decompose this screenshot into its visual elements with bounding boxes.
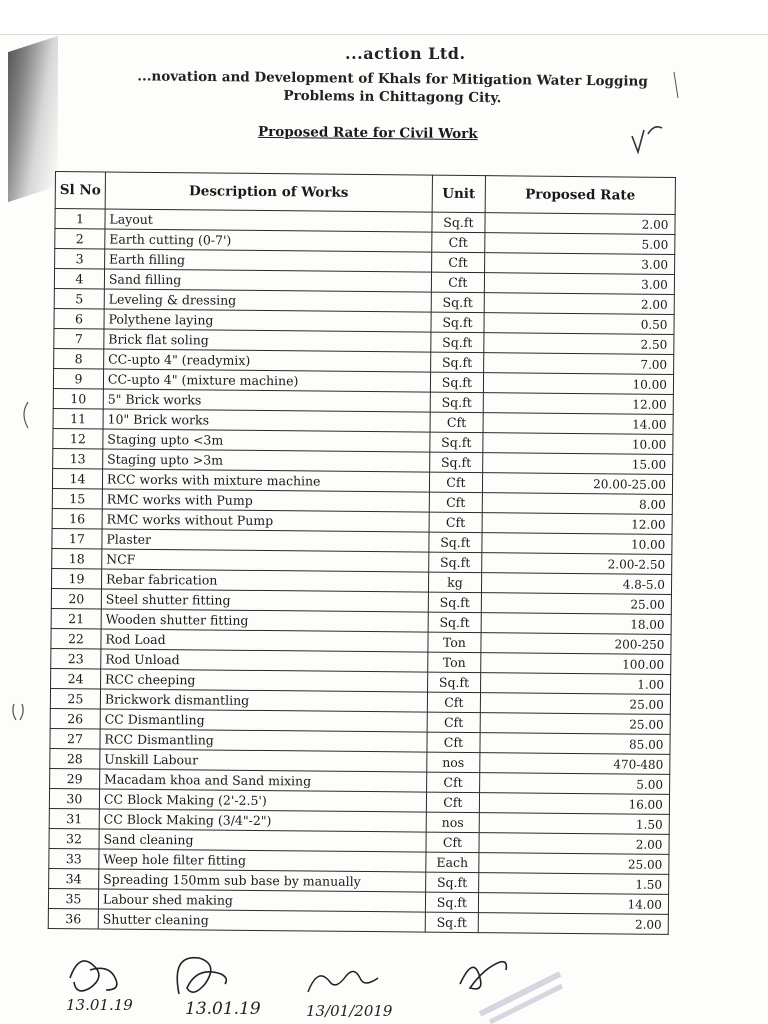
cell-unit: nos — [426, 812, 479, 833]
cell-description: 5" Brick works — [103, 389, 430, 412]
cell-proposed-rate: 0.50 — [484, 313, 674, 335]
column-header-description: Description of Works — [105, 172, 432, 212]
cell-proposed-rate: 18.00 — [481, 613, 671, 635]
cell-proposed-rate: 10.00 — [483, 433, 673, 455]
cell-sl-no: 34 — [49, 868, 99, 888]
cell-unit: Sq.ft — [428, 612, 481, 633]
cell-unit: Cft — [429, 512, 482, 533]
cell-proposed-rate: 2.00 — [484, 293, 674, 315]
cell-description: Sand filling — [104, 269, 431, 292]
cell-unit: Sq.ft — [430, 452, 483, 473]
cell-unit: Cft — [426, 792, 479, 813]
cell-unit: Sq.ft — [425, 912, 478, 933]
cell-unit: Sq.ft — [425, 892, 478, 913]
cell-description: RMC works without Pump — [102, 509, 429, 532]
column-header-sl-no: Sl No — [55, 172, 105, 209]
cell-description: Leveling & dressing — [104, 289, 431, 312]
cell-proposed-rate: 100.00 — [481, 653, 671, 675]
cell-unit: Cft — [430, 412, 483, 433]
cell-sl-no: 18 — [52, 548, 102, 568]
cell-sl-no: 13 — [53, 448, 103, 468]
cell-unit: Sq.ft — [430, 432, 483, 453]
cell-unit: Cft — [432, 232, 485, 253]
handwritten-tick-mark — [628, 118, 668, 158]
cell-sl-no: 24 — [51, 668, 101, 688]
cell-sl-no: 27 — [50, 728, 100, 748]
cell-proposed-rate: 2.00 — [479, 833, 669, 855]
cell-description: Sand cleaning — [99, 829, 426, 852]
signature-3 — [300, 958, 410, 1024]
cell-description: Unskill Labour — [100, 749, 427, 772]
cell-description: Rod Load — [101, 629, 428, 652]
margin-mark — [18, 400, 32, 430]
cell-unit: Ton — [428, 632, 481, 653]
cell-proposed-rate: 15.00 — [483, 453, 673, 475]
cell-sl-no: 16 — [52, 508, 102, 528]
cell-unit: Sq.ft — [430, 392, 483, 413]
signature-3-date: 13/01/2019 — [306, 1002, 393, 1020]
cell-proposed-rate: 16.00 — [479, 793, 669, 815]
cell-proposed-rate: 10.00 — [483, 373, 673, 395]
faint-stamp — [480, 974, 562, 1022]
cell-unit: Cft — [429, 492, 482, 513]
cell-description: Labour shed making — [98, 889, 425, 912]
cell-proposed-rate: 2.50 — [484, 333, 674, 355]
cell-unit: Sq.ft — [431, 292, 484, 313]
cell-description: Earth filling — [104, 249, 431, 272]
cell-unit: Cft — [426, 832, 479, 853]
cell-unit: Cft — [431, 272, 484, 293]
cell-description: CC Block Making (2'-2.5') — [99, 789, 426, 812]
cell-unit: Sq.ft — [431, 312, 484, 333]
cell-description: RCC works with mixture machine — [102, 469, 429, 492]
cell-sl-no: 30 — [49, 788, 99, 808]
cell-sl-no: 12 — [53, 428, 103, 448]
cell-unit: Sq.ft — [428, 592, 481, 613]
cell-description: Earth cutting (0-7') — [105, 229, 432, 252]
cell-unit: Sq.ft — [432, 212, 485, 233]
cell-unit: Sq.ft — [429, 532, 482, 553]
company-name: ...action Ltd. — [345, 44, 466, 63]
margin-mark — [10, 700, 30, 724]
document-subtitle: Proposed Rate for Civil Work — [257, 123, 478, 143]
cell-proposed-rate: 5.00 — [485, 233, 675, 255]
cell-proposed-rate: 1.50 — [479, 873, 669, 895]
cell-description: Staging upto <3m — [103, 429, 430, 452]
cell-description: Rebar fabrication — [101, 569, 428, 592]
cell-description: Spreading 150mm sub base by manually — [99, 869, 426, 892]
table-body — [48, 209, 675, 935]
cell-unit: Cft — [427, 712, 480, 733]
cell-unit: Sq.ft — [426, 872, 479, 893]
cell-sl-no: 28 — [50, 748, 100, 768]
cell-sl-no: 19 — [51, 568, 101, 588]
cell-unit: Sq.ft — [427, 672, 480, 693]
cell-proposed-rate: 25.00 — [481, 593, 671, 615]
cell-proposed-rate: 25.00 — [480, 713, 670, 735]
paper-top-edge — [0, 0, 768, 35]
cell-description: 10" Brick works — [103, 409, 430, 432]
cell-sl-no: 9 — [53, 368, 103, 388]
cell-proposed-rate: 1.00 — [480, 673, 670, 695]
cell-description: NCF — [102, 549, 429, 572]
proposed-rate-table — [48, 171, 676, 935]
column-header-proposed-rate: Proposed Rate — [485, 176, 675, 215]
cell-unit: Cft — [427, 692, 480, 713]
signature-4-with-stamp — [450, 944, 570, 1024]
cell-proposed-rate: 25.00 — [480, 693, 670, 715]
cell-sl-no: 7 — [54, 328, 104, 348]
table-header-row — [55, 172, 675, 215]
cell-sl-no: 11 — [53, 408, 103, 428]
cell-sl-no: 8 — [54, 348, 104, 368]
cell-description: Steel shutter fitting — [101, 589, 428, 612]
cell-proposed-rate: 2.00 — [478, 913, 668, 935]
cell-sl-no: 25 — [50, 688, 100, 708]
cell-proposed-rate: 12.00 — [483, 393, 673, 415]
cell-sl-no: 5 — [54, 288, 104, 308]
cell-description: Layout — [105, 209, 432, 232]
cell-description: Plaster — [102, 529, 429, 552]
cell-sl-no: 36 — [48, 908, 98, 928]
cell-proposed-rate: 10.00 — [482, 533, 672, 555]
cell-description: Brick flat soling — [104, 329, 431, 352]
cell-description: Staging upto >3m — [103, 449, 430, 472]
cell-sl-no: 15 — [52, 488, 102, 508]
cell-proposed-rate: 8.00 — [482, 493, 672, 515]
cell-unit: Sq.ft — [429, 552, 482, 573]
cell-sl-no: 26 — [50, 708, 100, 728]
cell-description: CC-upto 4" (mixture machine) — [103, 369, 430, 392]
cell-sl-no: 21 — [51, 608, 101, 628]
cell-unit: Sq.ft — [430, 372, 483, 393]
cell-unit: Ton — [428, 652, 481, 673]
cell-proposed-rate: 2.00 — [485, 213, 675, 235]
cell-sl-no: 6 — [54, 308, 104, 328]
cell-unit: Sq.ft — [431, 352, 484, 373]
cell-proposed-rate: 4.8-5.0 — [481, 573, 671, 595]
cell-proposed-rate: 14.00 — [478, 893, 668, 915]
cell-description: RMC works with Pump — [102, 489, 429, 512]
cell-description: RCC cheeping — [100, 669, 427, 692]
cell-sl-no: 31 — [49, 808, 99, 828]
cell-proposed-rate: 470-480 — [480, 753, 670, 775]
cell-unit: Cft — [429, 472, 482, 493]
cell-unit: Each — [426, 852, 479, 873]
cell-sl-no: 17 — [52, 528, 102, 548]
cell-unit: Cft — [431, 252, 484, 273]
cell-description: Polythene laying — [104, 309, 431, 332]
cell-description: Brickwork dismantling — [100, 689, 427, 712]
project-title: ...novation and Development of Khals for Mitigation Water Logging Problems in Chittagong City. — [137, 68, 648, 107]
cell-proposed-rate: 14.00 — [483, 413, 673, 435]
cell-sl-no: 33 — [49, 848, 99, 868]
cell-unit: nos — [427, 752, 480, 773]
cell-description: Wooden shutter fitting — [101, 609, 428, 632]
cell-sl-no: 32 — [49, 828, 99, 848]
margin-mark — [670, 70, 682, 100]
scan-shadow — [8, 36, 58, 202]
signature-2 — [165, 944, 275, 1024]
cell-proposed-rate: 12.00 — [482, 513, 672, 535]
cell-unit: Cft — [427, 732, 480, 753]
cell-sl-no: 23 — [51, 648, 101, 668]
cell-description: CC Dismantling — [100, 709, 427, 732]
cell-description: CC Block Making (3/4"-2") — [99, 809, 426, 832]
signature-1-date: 13.01.19 — [66, 996, 133, 1014]
cell-proposed-rate: 2.00-2.50 — [482, 553, 672, 575]
cell-proposed-rate: 200-250 — [481, 633, 671, 655]
cell-proposed-rate: 85.00 — [480, 733, 670, 755]
cell-sl-no: 4 — [54, 269, 104, 289]
cell-unit: Sq.ft — [431, 332, 484, 353]
cell-description: RCC Dismantling — [100, 729, 427, 752]
cell-sl-no: 10 — [53, 388, 103, 408]
cell-proposed-rate: 25.00 — [479, 853, 669, 875]
cell-description: Rod Unload — [101, 649, 428, 672]
cell-proposed-rate: 3.00 — [484, 273, 674, 295]
cell-sl-no: 29 — [50, 768, 100, 788]
signature-1 — [60, 948, 150, 1018]
column-header-unit: Unit — [432, 175, 485, 213]
cell-description: Macadam khoa and Sand mixing — [99, 769, 426, 792]
cell-description: Weep hole filter fitting — [99, 849, 426, 872]
cell-sl-no: 22 — [51, 628, 101, 648]
cell-sl-no: 3 — [55, 249, 105, 269]
cell-proposed-rate: 7.00 — [484, 353, 674, 375]
cell-sl-no: 1 — [55, 209, 105, 229]
cell-unit: Cft — [426, 772, 479, 793]
cell-proposed-rate: 5.00 — [479, 773, 669, 795]
cell-sl-no: 14 — [52, 468, 102, 488]
cell-description: CC-upto 4" (readymix) — [104, 349, 431, 372]
cell-proposed-rate: 3.00 — [484, 253, 674, 275]
cell-sl-no: 20 — [51, 588, 101, 608]
cell-unit: kg — [428, 572, 481, 593]
cell-proposed-rate: 20.00-25.00 — [482, 473, 672, 495]
cell-proposed-rate: 1.50 — [479, 813, 669, 835]
cell-description: Shutter cleaning — [98, 909, 425, 932]
signature-2-date: 13.01.19 — [185, 999, 261, 1019]
cell-sl-no: 2 — [55, 229, 105, 249]
cell-sl-no: 35 — [48, 888, 98, 908]
